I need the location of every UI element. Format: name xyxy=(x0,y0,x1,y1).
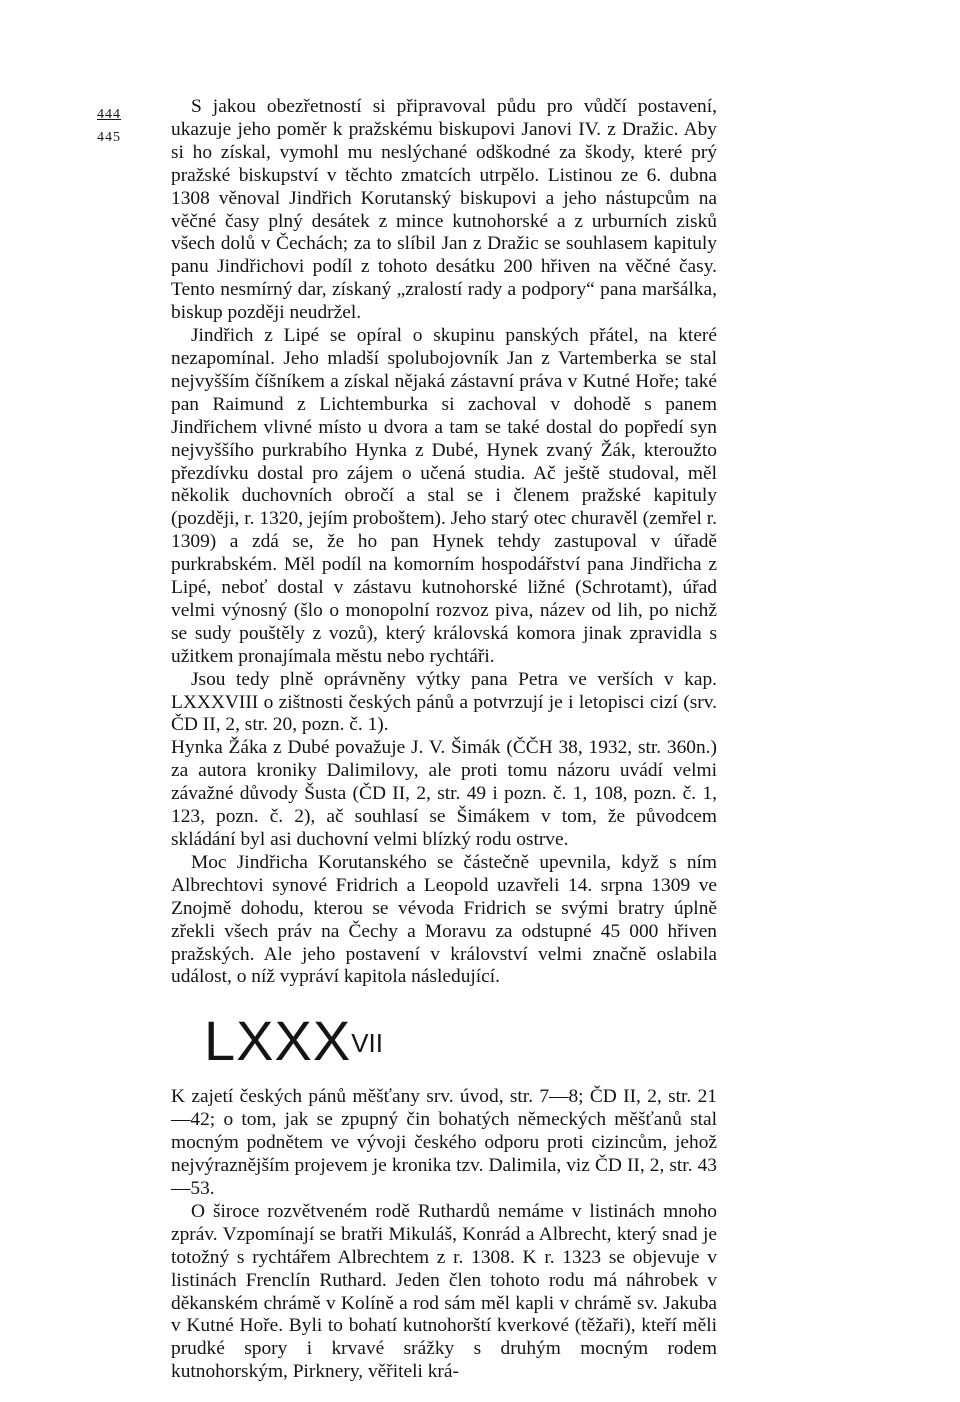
chapter-heading xyxy=(204,1010,717,1072)
page-numbers xyxy=(97,103,141,149)
paragraph: Jindřich z Lipé se opíral o skupinu panských přátel, na které nezapomínal. Jeho mladší spolubojovník Jan z Vartemberka se stal nejvyšším číšníkem a získal nějaká zástavní práva v Kutné Hoře; také pan Raimund z Lichtemburka si zachoval v dohodě s panem Jindřichem vlivné místo u dvora a tam se také dostal do popředí syn nejvyššího purkrabího Hynka z Dubé, Hynek zvaný Žák, kteroužto přezdívku dostal pro zájem o učená studia. Ač ještě studoval, měl několik duchovních obročí a stal se i členem pražské kapituly (později, r. 1320, jejím proboštem). Jeho starý otec churavěl (zemřel r. 1309) a zdá se, že ho pan Hynek tehdy zastupoval v úřadě purkrabském. Měl podíl na komorním hospodářství pana Jindřicha z Lipé, neboť dostal v zástavu kutnohorské ližné (Schrotamt), úřad velmi výnosný (šlo o monopolní rozvoz piva, název od lih, po nichž se sudy pouštěly z vozů), který královská komora jinak zpravidla s užitkem pronajímala městu nebo rychtáři. xyxy=(171,325,717,667)
chapter-numeral-suffix: VII xyxy=(351,1028,383,1059)
page-number: 444 xyxy=(97,107,121,122)
paragraph: Hynka Žáka z Dubé považuje J. V. Šimák (ČČH 38, 1932, str. 360n.) za autora kroniky Dalimilovy, ale proti tomu názoru uvádí velmi závažné důvody Šusta (ČD II, 2, str. 49 i pozn. č. 1, 108, pozn. č. 1, 123, pozn. č. 2), ač souhlasí se Šimákem v tom, že původcem skládání byl asi duchovní velmi blízký rodu ostrve. xyxy=(171,737,717,850)
paragraph: Moc Jindřicha Korutanského se částečně upevnila, když s ním Albrechtovi synové Fridrich a Leopold uzavřeli 14. srpna 1309 ve Znojmě dohodu, kterou se vévoda Fridrich se svými bratry úplně zřekli všech práv na Čechy a Moravu za odstupné 45 000 hřiven pražských. Ale jeho postavení v království velmi značně oslabila událost, o níž vypráví kapitola následující. xyxy=(171,851,717,988)
page-number: 445 xyxy=(97,130,121,145)
paragraph: S jakou obezřetností si připravoval půdu pro vůdčí postavení, ukazuje jeho poměr k pražskému biskupovi Janovi IV. z Dražic. Aby si ho získal, vymohl mu neslýchané odškodné za škody, které prý pražské biskupství v těchto zmatcích utrpělo. Listinou ze 6. dubna 1308 věnoval Jindřich Korutanský biskupovi a jeho nástupcům na věčné časy plný desátek z mince kutnohorské a z urburních zisků všech dolů v Čechách; za to slíbil Jan z Dražic se souhlasem kapituly panu Jindřichovi podíl z tohoto desátku 200 hřiven na věčné časy. Tento nesmírný dar, získaný „zralostí rady a podpory“ pana maršálka, biskup později neudržel. xyxy=(171,96,717,324)
paragraph: O široce rozvětveném rodě Ruthardů nemáme v listinách mnoho zpráv. Vzpomínají se bratři Mikuláš, Konrád a Albrecht, který snad je totožný s rychtářem Albrechtem z r. 1308. K r. 1323 se objevuje v listinách Frenclín Ruthard. Jeden člen tohoto rodu má náhrobek v děkanském chrámě v Kolíně a rod sám měl kapli v chrámě sv. Jakuba v Kutné Hoře. Byli to bohatí kutnohorští kverkové (těžaři), kteří měli prudké spory i krvavé srážky s druhým mocným rodem kutnohorským, Pirknery, věřiteli krá- xyxy=(171,1200,717,1383)
paragraph: K zajetí českých pánů měšťany srv. úvod, str. 7—8; ČD II, 2, str. 21—42; o tom, jak se zpupný čin bohatých německých měšťanů stal mocným podnětem ve vývoji českého odporu proti cizincům, jehož nejvýraznějším projevem je kronika tzv. Dalimila, viz ČD II, 2, str. 43—53. xyxy=(171,1086,717,1199)
chapter-numeral: LXXX xyxy=(204,1009,352,1073)
paragraph: Jsou tedy plně oprávněny výtky pana Petra ve verších v kap. LXXXVIII o zištnosti českých pánů a potvrzují je i letopisci cizí (srv. ČD II, 2, str. 20, pozn. č. 1). xyxy=(171,668,717,736)
main-text xyxy=(171,96,717,1384)
